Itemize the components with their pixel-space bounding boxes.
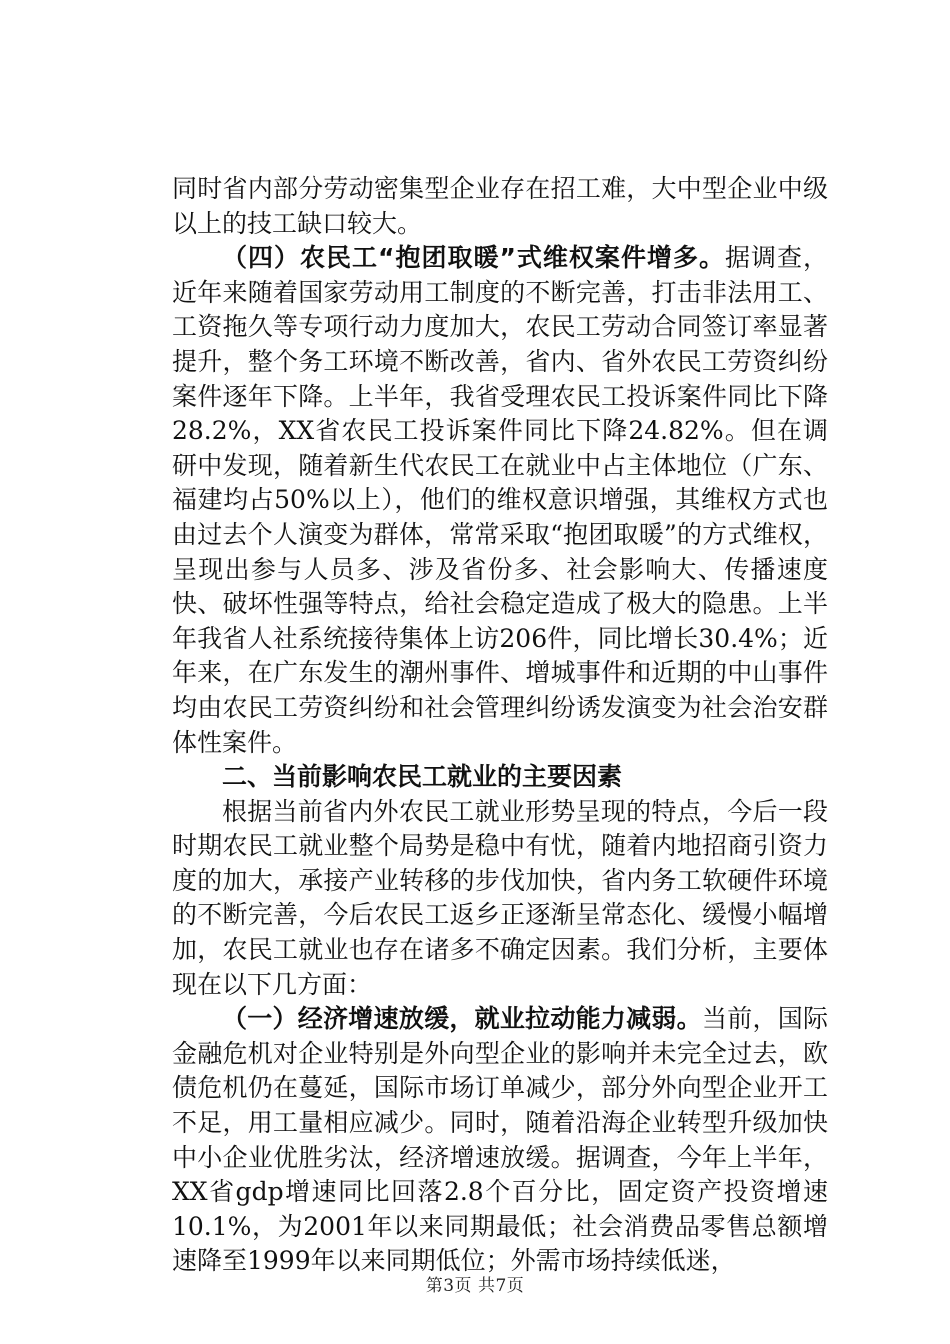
paragraph-rights-cases [172, 241, 828, 760]
section-heading: 二、当前影响农民工就业的主要因素 [222, 762, 623, 792]
paragraph-text: 根据当前省内外农民工就业形势呈现的特点，今后一段时期农民工就业整个局势是稳中有忧，随着内地招商引资力度的加大，承接产业转移的步伐加快，省内务工软硬件环境的不断完善，今后农民工返乡正逐渐呈常态化、缓慢小幅增加，农民工就业也存在诸多不确定因素。我们分析，主要体现在以下几方面： [172, 796, 828, 999]
paragraph-text: 据调查，近年来随着国家劳动用工制度的不断完善，打击非法用工、工资拖久等专项行动力度加大，农民工劳动合同签订率显著提升，整个务工环境不断改善，省内、省外农民工劳资纠纷案件逐年下降。上半年，我省受理农民工投诉案件同比下降28.2%，XX省农民工投诉案件同比下降24.82%。但在调研中发现，随着新生代农民工在就业中占主体地位（广东、福建均占50%以上），他们的维权意识增强，其维权方式也由过去个人演变为群体，常常采取“抱团取暖”的方式维权，呈现出参与人员多、涉及省份多、社会影响大、传播速度快、破坏性强等特点，给社会稳定造成了极大的隐患。上半年我省人社系统接待集体上访206件，同比增长30.4%；近年来，在广东发生的潮州事件、增城事件和近期的中山事件均由农民工劳资纠纷和社会管理纠纷诱发演变为社会治安群体性案件。 [172, 243, 828, 757]
paragraph-lead-heading: （四）农民工“抱团取暖”式维权案件增多。 [222, 243, 725, 273]
paragraph-economic-slowdown [172, 1002, 828, 1279]
paragraph-text: 同时省内部分劳动密集型企业存在招工难，大中型企业中级以上的技工缺口较大。 [172, 174, 828, 238]
document-body [172, 172, 828, 1279]
paragraph-continuation [172, 172, 828, 241]
paragraph-text: 当前，国际金融危机对企业特别是外向型企业的影响并未完全过去，欧债危机仍在蔓延，国际市场订单减少，部分外向型企业开工不足，用工量相应减少。同时，随着沿海企业转型升级加快中小企业优胜劣汰，经济增速放缓。据调查，今年上半年，XX省gdp增速同比回落2.8个百分比，固定资产投资增速10.1%，为2001年以来同期最低；社会消费品零售总额增速降至1999年以来同期低位；外需市场持续低迷， [172, 1004, 828, 1276]
paragraph-lead-heading: （一）经济增速放缓，就业拉动能力减弱。 [222, 1004, 702, 1034]
paragraph-analysis [172, 795, 828, 1003]
page-number-footer: 第3页 共7页 [425, 1276, 525, 1296]
